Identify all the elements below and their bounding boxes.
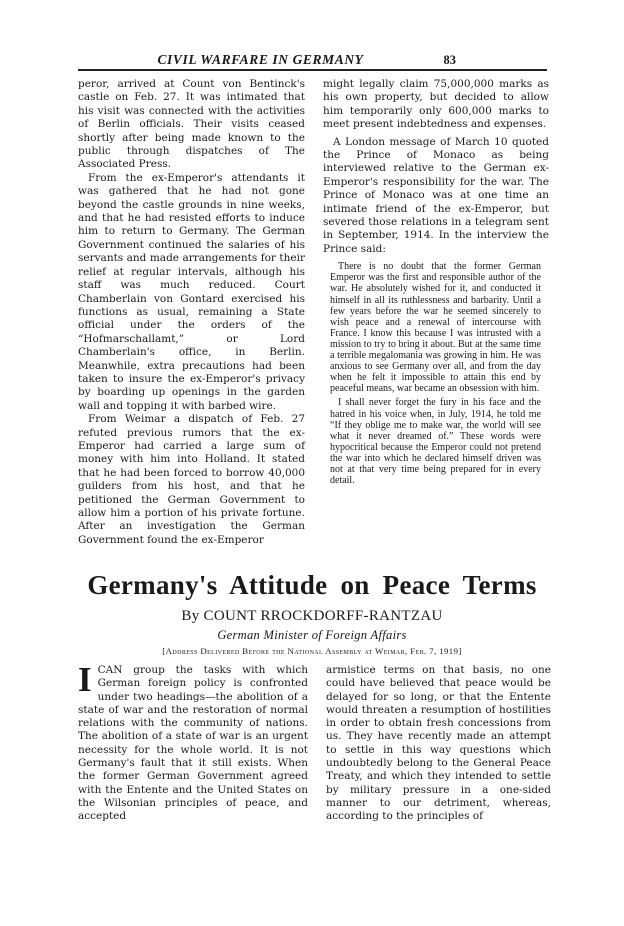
article-title: Germany's Attitude on Peace Terms [87, 570, 537, 600]
header-rule [78, 69, 547, 71]
paragraph: armistice terms on that basis, no one could have believed that peace would be delayed for so long, or that the Entente would threaten a resumption of hostilities in order to obtain fresh concessions from us. They have recently made an attempt to settle in this way questions which undoubtedly belong to the General Peace Treaty, and which they intended to settle by military pressure in a one-sided manner to our detriment, whereas, according to the principles of [326, 664, 551, 823]
paragraph: A London message of March 10 quoted the Prince of Monaco as being interviewed relative to the German ex-Emperor's responsibility for the war. The Prince of Monaco was at one time an intimate friend of the ex-Emperor, but severed those relations in a telegram sent in September, 1914. In the interview the Prince said: [323, 135, 549, 255]
running-title: CIVIL WARFARE IN GERMANY [157, 52, 364, 67]
bracket-open: [ [162, 646, 166, 656]
page-header [65, 50, 456, 70]
article-column-left [78, 660, 308, 824]
quote-paragraph: There is no doubt that the former German Emperor was the first and responsible author of the war. He absolutely wished for it, and conducted it himself in all its ruthlessness and barbarity. Until a few years before the war he seemed sincerely to wish peace and a renewal of intercourse with France. I know this because I was intrusted with a mission to try to bring it about. But at the same time a terrible megalomania was growing in him. He was anxious to see Germany over all, and from the day when he felt it impossible to attain this end by peaceful means, war became an obsession with him. [330, 261, 541, 395]
previous-article-column-right [323, 78, 549, 486]
paragraph-text: CAN group the tasks with which German foreign policy is confronted under two headings—the abolition of a state of war and the restoration of normal relations with the community of nations. The abolition of a state of war is an urgent necessity for the whole world. It is not Germany's fault that it still exists. When the former German Government agreed with the Entente and the United States on the Wilsonian principles of peace, and accepted [78, 664, 308, 823]
paragraph: might legally claim 75,000,000 marks as his own property, but decided to allow him temporarily only 600,000 marks to meet present indebtedness and expenses. [323, 78, 549, 131]
article-heading [60, 570, 564, 656]
article-column-right [326, 664, 551, 824]
bracket-close: ] [458, 646, 462, 656]
previous-article-column-left [78, 78, 305, 547]
author-role: German Minister of Foreign Affairs [217, 628, 407, 642]
paragraph [78, 660, 308, 824]
paragraph: From the ex-Emperor's attendants it was gathered that he had not gone beyond the castle grounds in nine weeks, and that he had resisted efforts to induce him to return to Germany. The German Government continued the salaries of his servants and made arrangements for their relief at regular intervals, although his staff was much reduced. Court Chamberlain von Gontard exercised his functions as usual, remaining a State official under the orders of the “Hofmarschallamt,” or Lord Chamberlain's office, in Berlin. Meanwhile, extra precautions had been taken to insure the ex-Emperor's privacy by boarding up openings in the garden wall and topping it with barbed wire. [78, 171, 305, 412]
paragraph: peror, arrived at Count von Bentinck's castle on Feb. 27. It was intimated that his visit was connected with the activities of Berlin officials. Their visits ceased shortly after being made known to the public through dispatches of The Associated Press. [78, 78, 305, 171]
block-quote [323, 261, 549, 486]
address-note [60, 646, 564, 656]
byline: By COUNT RROCKDORFF-RANTZAU [181, 608, 443, 624]
address-note-text: Address Delivered Before the National Assembly at Weimar, Feb. 7, 1919 [165, 646, 459, 656]
page-number: 83 [443, 53, 456, 67]
quote-paragraph: I shall never forget the fury in his face and the hatred in his voice when, in July, 1914, he told me “If they oblige me to make war, the world will see what it never dreamed of.” These words were hypocritical because the Emperor could not pretend the war into which he declared himself driven was not at that very time being prepared for in every detail. [330, 397, 541, 487]
drop-cap: I [78, 660, 92, 699]
paragraph: From Weimar a dispatch of Feb. 27 refuted previous rumors that the ex-Emperor had carried a large sum of money with him into Holland. It stated that he had been forced to borrow 40,000 guilders from his host, and that he petitioned the German Government to allow him a portion of his private fortune. After an investigation the German Government found the ex-Emperor [78, 413, 305, 546]
